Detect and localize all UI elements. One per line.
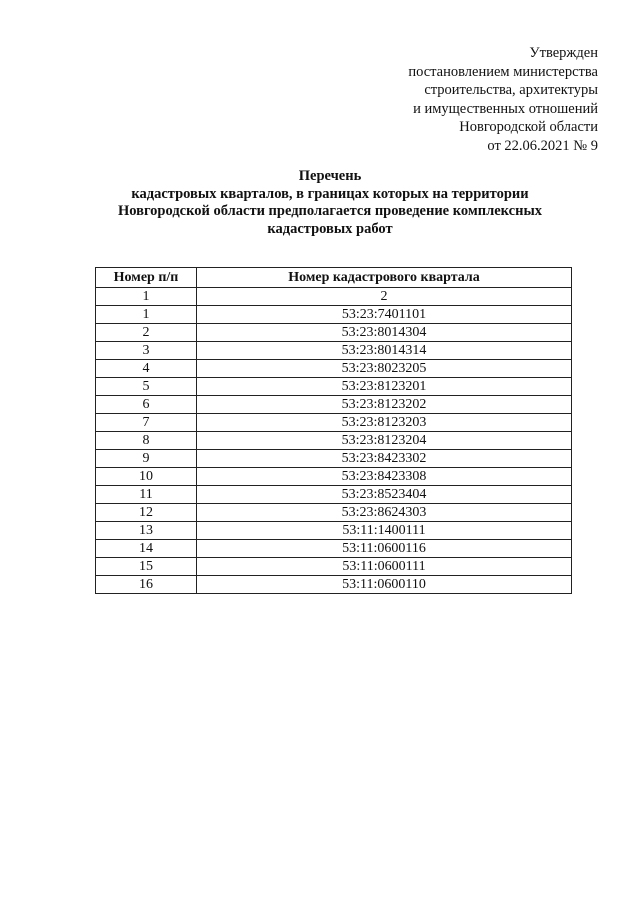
- cadastral-quarters-table: [95, 267, 572, 594]
- cadastral-quarter-cell: 53:23:8423302: [197, 450, 572, 468]
- table-row: [96, 450, 572, 468]
- approval-line: Новгородской области: [459, 119, 598, 136]
- table-row: [96, 486, 572, 504]
- table-row: [96, 468, 572, 486]
- column-number-cell: 2: [197, 288, 572, 306]
- row-number-cell: 15: [96, 558, 197, 576]
- table-row: [96, 324, 572, 342]
- table-row: [96, 342, 572, 360]
- table-row: [96, 360, 572, 378]
- approval-stamp: [408, 44, 598, 156]
- approval-line: Утвержден: [529, 45, 598, 61]
- table-row: [96, 432, 572, 450]
- row-number-cell: 12: [96, 504, 197, 522]
- column-number-row: [96, 288, 572, 306]
- cadastral-quarter-cell: 53:23:8123201: [197, 378, 572, 396]
- table-row: [96, 558, 572, 576]
- cadastral-quarter-cell: 53:23:8123203: [197, 414, 572, 432]
- table-row: [96, 306, 572, 324]
- row-number-cell: 9: [96, 450, 197, 468]
- row-number-cell: 1: [96, 306, 197, 324]
- row-number-cell: 8: [96, 432, 197, 450]
- cadastral-quarter-cell: 53:11:0600110: [197, 576, 572, 594]
- row-number-cell: 4: [96, 360, 197, 378]
- cadastral-quarter-cell: 53:23:7401101: [197, 306, 572, 324]
- table-row: [96, 378, 572, 396]
- approval-line: строительства, архитектуры: [424, 82, 598, 99]
- title-line: Перечень: [298, 168, 362, 184]
- cadastral-quarter-cell: 53:23:8023205: [197, 360, 572, 378]
- header-number: Номер п/п: [96, 268, 197, 288]
- table-row: [96, 576, 572, 594]
- row-number-cell: 7: [96, 414, 197, 432]
- cadastral-quarter-cell: 53:23:8014304: [197, 324, 572, 342]
- table-row: [96, 540, 572, 558]
- cadastral-quarter-cell: 53:23:8123204: [197, 432, 572, 450]
- row-number-cell: 6: [96, 396, 197, 414]
- header-quarter: Номер кадастрового квартала: [197, 268, 572, 288]
- table-row: [96, 414, 572, 432]
- row-number-cell: 14: [96, 540, 197, 558]
- row-number-cell: 10: [96, 468, 197, 486]
- table-row: [96, 522, 572, 540]
- cadastral-quarter-cell: 53:23:8123202: [197, 396, 572, 414]
- cadastral-quarter-cell: 53:11:0600116: [197, 540, 572, 558]
- approval-date-line: от 22.06.2021 № 9: [487, 137, 598, 154]
- title-line: Новгородской области предполагается проведение комплексных: [117, 203, 543, 219]
- document-title: [70, 168, 590, 238]
- column-number-cell: 1: [96, 288, 197, 306]
- cadastral-quarter-cell: 53:23:8423308: [197, 468, 572, 486]
- cadastral-quarter-cell: 53:11:1400111: [197, 522, 572, 540]
- approval-line: и имущественных отношений: [413, 100, 598, 117]
- title-line: кадастровых работ: [267, 220, 393, 237]
- cadastral-quarter-cell: 53:23:8523404: [197, 486, 572, 504]
- cadastral-quarter-cell: 53:23:8624303: [197, 504, 572, 522]
- cadastral-quarter-cell: 53:11:0600111: [197, 558, 572, 576]
- table-row: [96, 504, 572, 522]
- cadastral-quarter-cell: 53:23:8014314: [197, 342, 572, 360]
- row-number-cell: 16: [96, 576, 197, 594]
- row-number-cell: 11: [96, 486, 197, 504]
- row-number-cell: 2: [96, 324, 197, 342]
- table-body: [96, 288, 572, 594]
- row-number-cell: 3: [96, 342, 197, 360]
- table-header-row: [96, 268, 572, 288]
- row-number-cell: 5: [96, 378, 197, 396]
- title-line: кадастровых кварталов, в границах которых на территории: [131, 185, 529, 202]
- table-row: [96, 396, 572, 414]
- row-number-cell: 13: [96, 522, 197, 540]
- approval-line: постановлением министерства: [408, 63, 598, 80]
